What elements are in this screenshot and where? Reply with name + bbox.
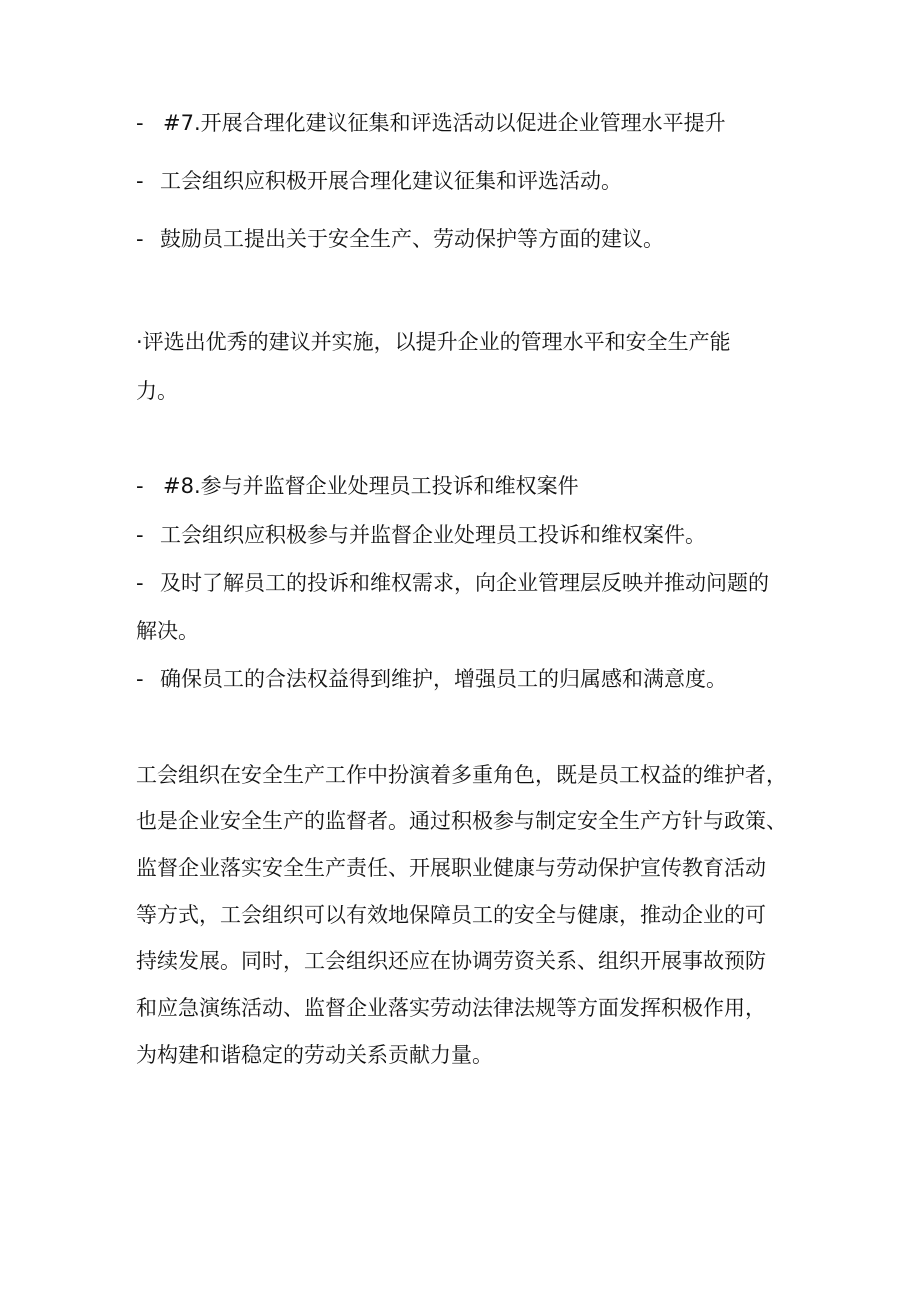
section7-bullet-line-1 <box>136 327 796 357</box>
list-item-text: 工会组织应积极参与并监督企业处理员工投诉和维权案件。 <box>160 523 706 547</box>
section7-heading: #7.开展合理化建议征集和评选活动以促进企业管理水平提升 <box>163 111 726 135</box>
summary-text: 监督企业落实安全生产责任、开展职业健康与劳动保护宣传教育活动 <box>136 856 766 880</box>
summary-line-4 <box>136 900 796 930</box>
section8-heading: #8.参与并监督企业处理员工投诉和维权案件 <box>163 474 579 498</box>
summary-text: 和应急演练活动、监督企业落实劳动法律法规等方面发挥积极作用， <box>136 996 766 1020</box>
section8-item-2 <box>136 568 796 598</box>
summary-text: 工会组织在安全生产工作中扮演着多重角色，既是员工权益的维护者， <box>136 763 787 787</box>
summary-text: 为构建和谐稳定的劳动关系贡献力量。 <box>136 1043 493 1067</box>
dash-marker: - <box>136 667 144 691</box>
summary-line-3 <box>136 853 796 883</box>
dash-marker: - <box>136 169 144 193</box>
summary-line-6 <box>136 993 796 1023</box>
section8-item-3 <box>136 664 796 694</box>
list-item-text: 鼓励员工提出关于安全生产、劳动保护等方面的建议。 <box>160 227 664 251</box>
summary-line-5 <box>136 946 796 976</box>
section7-heading-line <box>136 108 796 138</box>
dash-marker: - <box>136 111 144 135</box>
summary-line-7 <box>136 1040 796 1070</box>
section7-item-2 <box>136 224 796 254</box>
section7-item-1 <box>136 166 796 196</box>
summary-line-1 <box>136 760 796 790</box>
dash-marker: - <box>136 523 144 547</box>
summary-text: 等方式，工会组织可以有效地保障员工的安全与健康，推动企业的可 <box>136 903 766 927</box>
section8-item-1 <box>136 520 796 550</box>
section8-heading-line <box>136 471 796 501</box>
section7-bullet-line-2 <box>136 376 796 406</box>
list-item-text: 确保员工的合法权益得到维护，增强员工的归属感和满意度。 <box>160 667 727 691</box>
section8-item-2-continuation <box>136 616 796 646</box>
summary-text: 也是企业安全生产的监督者。通过积极参与制定安全生产方针与政策、 <box>136 809 787 833</box>
dash-marker: - <box>136 571 144 595</box>
summary-line-2 <box>136 806 796 836</box>
bullet-text-continuation: 力。 <box>136 379 178 403</box>
bullet-text: ·评选出优秀的建议并实施，以提升企业的管理水平和安全生产能 <box>136 330 731 354</box>
list-item-text: 及时了解员工的投诉和维权需求，向企业管理层反映并推动问题的 <box>160 571 769 595</box>
summary-text: 持续发展。同时，工会组织还应在协调劳资关系、组织开展事故预防 <box>136 949 766 973</box>
list-item-text-continuation: 解决。 <box>136 619 199 643</box>
list-item-text: 工会组织应积极开展合理化建议征集和评选活动。 <box>160 169 622 193</box>
dash-marker: - <box>136 227 144 251</box>
dash-marker: - <box>136 474 144 498</box>
